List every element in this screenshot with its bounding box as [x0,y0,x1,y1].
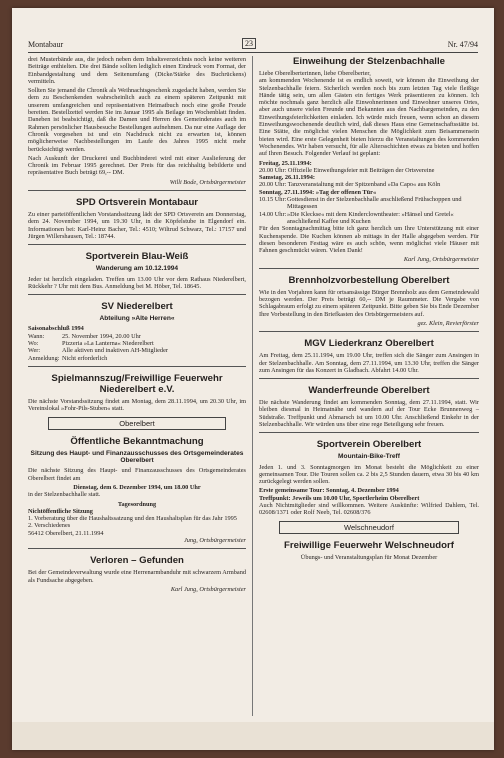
bekanntmachung-text: Die nächste Sitzung des Haupt- und Finanzausschusses des Ortsgemeinderates Oberelbert findet am [28,467,246,482]
newspaper-page [12,8,494,750]
column-divider [252,56,253,716]
agenda-item: 2. Verschiedenes [28,522,71,530]
page-header [28,38,478,53]
sportverein-meeting-point: Treffpunkt: Jeweils um 10.00 Uhr, Sportlerheim Oberelbert [259,494,420,502]
verloren-heading: Verloren – Gefunden [90,555,184,567]
hall-day-2: Samstag, 26.11.1994: [259,174,315,182]
separator [259,268,479,269]
feuerwehr-heading: Spielmannszug/Freiwillige Feuerwehr Niederelbert e.V. [51,372,223,395]
ffw-heading: Freiwillige Feuerwehr Welschneudorf [284,539,454,551]
hall-day-1-text: 20.00 Uhr: Offizielle Einweihungsfeier mit Beiträgen der Ortsvereine [259,166,435,174]
sportverein-text: Jeden 1. und 3. Sonntagmorgen im Monat besteht die Möglichkeit zu einer gemeinsamen Tour. Die Touren sollen ca. 2 bis 2,5 Stunden dauern, etwa 30 bis 40 km zurückgelegt werden sollen. [259,463,479,486]
separator [259,432,479,433]
intro-paragraph-2: Sollten Sie jemand die Chronik als Weihnachtsgeschenk zugedacht haben, werden Sie dem zu Beschenkenden wahrscheinlich auch zu einem späteren Zeitpunkt mit unserem umfangreichen und repräsentativen Heimatbuch noch eine große Freude bereiten. Bestellzettel werden Sie im Januar 1995 als Beilage im Wochenblatt finden. Daneben ist beabsichtigt, daß die Damen und Herren des Gemeinderates auch im Rahmen persönlicher Hausbesuche Bestellungen aufnehmen. Da nur eine Auflage der Chronik vorgesehen ist und ein Nachdruck nicht zu erwarten ist, können möglicherweise Nachbestellungen im Laufe des Jahres 1995 nicht mehr berücksichtigt werden. [28,87,246,153]
brennholz-heading: Brennholzvorbestellung Oberelbert [288,274,450,286]
blau-weiss-heading: Sportverein Blau-Weiß [85,251,189,263]
hall-schedule-row: 14.00 Uhr: »Die Kleckse« mit dem Kinderclowntheater: »Hänsel und Gretel« anschließend Kaffee und Kuchen [259,210,454,225]
verloren-text: Bei der Gemeindeverwaltung wurde eine Herrenarmbanduhr mit schwarzem Armband als Fundsache abgegeben. [28,569,246,584]
header-issue: Nr. 47/94 [447,40,478,49]
agenda-heading: Tagesordnung [117,500,157,508]
spd-heading: SPD Ortsverein Montabaur [75,197,199,209]
brennholz-signature: gez. Klein, Revierförster [417,319,479,327]
sv-subheading: Abteilung »Alte Herren« [99,315,175,323]
blau-weiss-subheading: Wanderung am 10.12.1994 [95,265,179,273]
left-column [28,56,246,596]
section-box-welschneudorf: Welschneudorf [279,521,459,534]
separator [28,190,246,191]
intro-paragraph-3: Nach Auskunft der Druckerei und Buchbinderei wird mit einer Auslieferung der Chronik im Februar 1995 gerechnet. Der Preis für das reichhaltig bebilderte und repräsentative Buch beträgt 69,-- DM. [28,154,246,177]
mgv-text: Am Freitag, dem 25.11.1994, um 19.00 Uhr, treffen sich die Sänger zum Ansingen in der Stelzenbachhalle. Am Sonntag, dem 27.11.1994, um 13.30 Uhr, treffen die Sänger zum Ansingen für das Konzert in Gladbach. Abfahrt 14.00 Uhr. [259,352,479,374]
mgv-heading: MGV Liederkranz Oberelbert [304,338,434,350]
hall-signature: Karl Jung, Ortsbürgermeister [403,256,479,264]
wanderfreunde-heading: Wanderfreunde Oberelbert [308,385,430,397]
page-bottom-margin [12,722,494,750]
sportverein-subheading: Mountain-Bike-Treff [338,453,400,461]
hall-greeting: Liebe Oberelberterinnen, liebe Oberelberter, [259,70,371,77]
sv-row: Anmeldung: Nicht erforderlich [28,354,108,362]
bekanntmachung-date: Dienstag, dem 6. Dezember 1994, um 18.00 Uhr [73,483,201,491]
agenda-item: 1. Vorberatung über die Haushaltssatzung und den Haushaltsplan für das Jahr 1995 [28,515,237,523]
hall-closing: Für den Sonntagnachmittag bitte ich ganz herzlich um Ihre Unterstützung mit einer Kuchenspende. Die Kuchen können ab mittags in der Halle abgegeben werden. Für diesen besonderen Festtag wäre es auch schön, wenn möglichst viele Häuser mit Fahnen geschmückt wären. Vielen Dank! [259,225,479,255]
spd-text: Zu einer parteiöffentlichen Vorstandssitzung lädt der SPD Ortsverein am Donnerstag, dem 24. November 1994, um 19.30 Uhr, in die Köpfelstube in Elgendorf ein. Informationen bei: Karl-Heinz Bacher, Tel.: 4510; Wiltrud Schwarz, Tel.: 17157 und Jürgen Willershausen, Tel.: 18744. [28,211,246,240]
sv-lead: Saisonabschluß 1994 [28,325,84,333]
hall-day-3: Sonntag, 27.11.1994: »Tag der offenen Tür« [259,188,377,196]
separator [259,331,479,332]
sv-heading: SV Niederelbert [101,301,173,313]
bekanntmachung-subheading: Sitzung des Haupt- und Finanzausschusses des Ortsgemeinderates Oberelbert [30,449,244,465]
right-column [259,56,479,561]
section-box-oberelbert: Oberelbert [48,417,226,430]
header-page-number: 23 [242,38,256,49]
sportverein-heading: Sportverein Oberelbert [316,439,422,451]
hall-heading: Einweihung der Stelzenbachhalle [293,56,445,67]
hall-day-1: Freitag, 25.11.1994: [259,159,312,167]
sv-row: Wann: 25. November 1994, 20.00 Uhr [28,332,141,340]
ffw-text: Übungs- und Veranstaltungsplan für Monat Dezember [300,553,438,561]
sv-row: Wo: Pizzeria »La Lanterna« Niederelbert [28,340,154,348]
hall-schedule-row: 10.15 Uhr: Gottesdienst in der Stelzenbachhalle anschließend Frühschoppen und Mittagessen [259,196,462,211]
hall-text: am kommenden Wochenende ist es endlich soweit, wir können die Einweihung der Stelzenbachhalle feiern. Sicherlich werden noch bis zum letzten Tag viele fleißige Hände tätig sein, um allen Gästen ein fertiges Werk präsentieren zu können. Ich möchte nochmals ganz herzlich alle Einwohnerinnen und Einwohner unseres Ortes, aber auch unsere vielen Freunde und Bekannten aus den Nachbargemeinden, zu den Einweihungsfeierlichkeiten einladen. Ich würde mich freuen, wenn schon an diesem Einweihungswochenende deutlich wird, daß dieses Haus eine Gemeinschaftsstätte ist. Eine Stätte, die möglichst vielen Menschen die Möglichkeit zum Beisammensein bieten wird. Eine erste Gelegenheit bieten hierzu die Veranstaltungen des kommenden Wochenendes. Wir haben versucht, für alle Altersschichten etwas zu bieten und hoffen auf Ihren Besuch. Folgender Verlauf ist geplant: [259,77,479,158]
nonpublic-heading: Nichtöffentliche Sitzung [28,507,93,515]
blau-weiss-text: Jeder ist herzlich eingeladen. Treffen um 13.00 Uhr vor dem Rathaus Niederelbert, Rückkehr ? Uhr mit dem Bus. Anmeldung bei M. Höber, Tel. 18645. [28,275,246,290]
bekanntmachung-location: in der Stelzenbachhalle statt. [28,491,101,499]
sportverein-first-tour: Erste gemeinsame Tour: Sonntag, 4. Dezember 1994 [259,487,399,495]
separator [28,244,246,245]
separator [259,378,479,379]
bekanntmachung-signature: Jung, Ortsbürgermeister [183,537,246,545]
bekanntmachung-place-date: 56412 Oberelbert, 21.11.1994 [28,529,104,537]
intro-paragraph-1: drei Musterbände aus, die jedoch neben dem Inhaltsverzeichnis noch keine weiteren Beiträge enthielten. Die drei Bände sollten lediglich einen Eindruck vom Format, der Einbandgestaltung und dem Seitenumfang (Dicke/Stärke des Buchrückens) vermitteln. [28,56,246,85]
verloren-signature: Karl Jung, Ortsbürgermeister [170,585,246,593]
bekanntmachung-heading: Öffentliche Bekanntmachung [70,435,204,447]
feuerwehr-text: Die nächste Vorstandssitzung findet am Montag, dem 28.11.1994, um 20.30 Uhr, im Vereinslokal »Fohr-Pils-Stuben« statt. [28,397,246,413]
sv-row: Wer: Alle aktiven und inaktiven AH-Mitglieder [28,347,168,355]
separator [28,548,246,549]
sportverein-contact: Auch Nichtmitglieder sind willkommen. Weitere Auskünfte: Wilfried Dahlem, Tel. 02608/1371 oder Rolf Neeb, Tel. 02608/376 [259,502,479,517]
separator [28,366,246,367]
brennholz-text: Wie in den Vorjahren kann für ortsansässige Bürger Brennholz aus dem Gemeindewald bezogen werden. Der Preis beträgt 60,-- DM je Raummeter. Die Vergabe von Schlagabraum erfolgt zu einem späteren Zeitpunkt. Bitte geben Sie bis Ende Dezember Ihre Vorbestellung in den Briefkasten des Ortsbürgermeisters auf. [259,288,479,318]
header-place: Montabaur [28,40,64,49]
hall-day-2-text: 20.00 Uhr: Tanzveranstaltung mit der Spitzenband »Da Capo« aus Köln [259,181,441,189]
separator [28,294,246,295]
intro-signature: Willi Bode, Ortsbürgermeister [169,178,246,186]
wanderfreunde-text: Die nächste Wanderung findet am kommenden Sonntag, dem 27.11.1994, statt. Wir bleiben diesmal in Heimatnähe und wandern auf der Tour Ecke Brunnenweg – Südstraße. Treffpunkt und Abmarsch ist um 10.00 Uhr. Anschließend Einkehr in der Stelzenbachhalle. Wir würden uns über eine rege Beteiligung sehr freuen. [259,399,479,428]
